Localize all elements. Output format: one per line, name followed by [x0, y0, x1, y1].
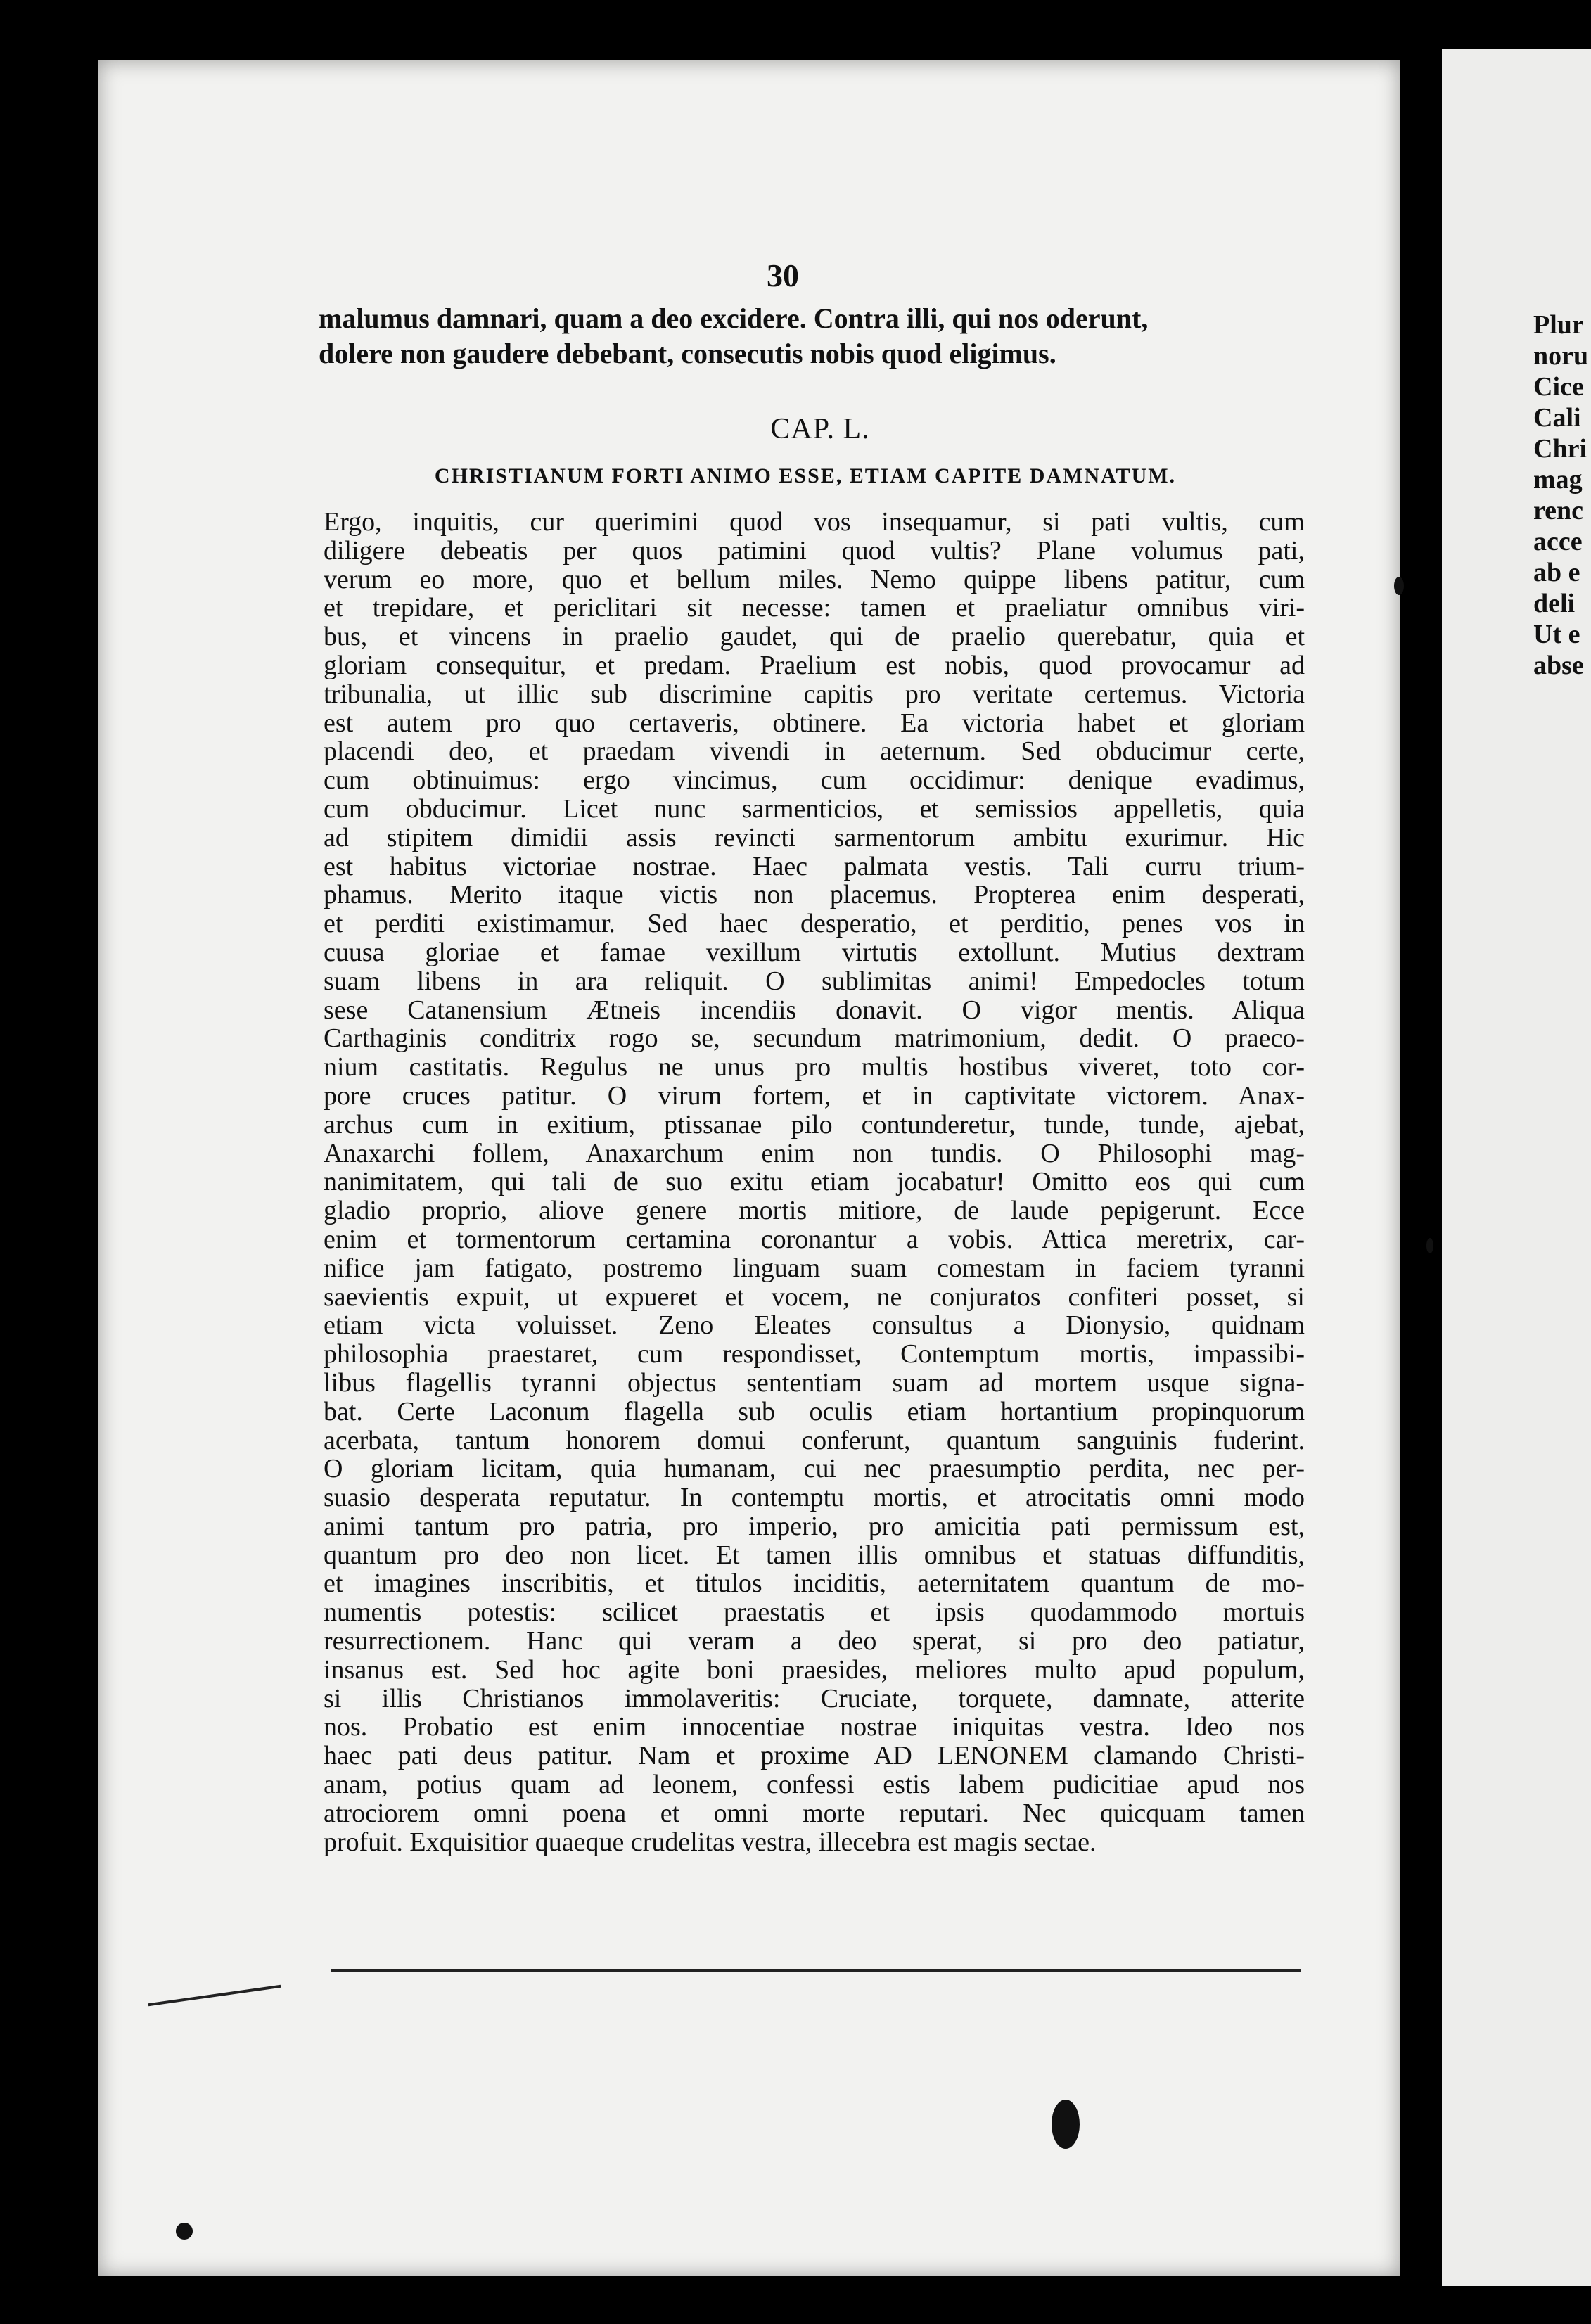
- text-line: enim et tormentorum certamina coronantur a vobis. Attica meretrix, car-: [324, 1225, 1305, 1254]
- text-line: tribunalia, ut illic sub discrimine capitis pro veritate certemus. Victoria: [324, 679, 1305, 709]
- continued-line: dolere non gaudere debebant, consecutis nobis quod eligimus.: [319, 338, 1056, 369]
- ink-speck: [176, 2223, 193, 2240]
- text-line: bus, et vincens in praelio gaudet, qui de praelio querebatur, quia et: [324, 622, 1305, 651]
- text-line: numentis potestis: scilicet praestatis et ipsis quodammodo mortuis: [324, 1598, 1305, 1628]
- text-line: profuit. Exquisitior quaeque crudelitas vestra, illecebra est magis sectae.: [324, 1827, 1097, 1857]
- text-line: Ergo, inquitis, cur querimini quod vos insequamur, si pati vultis, cum: [324, 508, 1305, 537]
- chapter-heading: CHRISTIANUM FORTI ANIMO ESSE, ETIAM CAPITE DAMNATUM.: [434, 464, 1177, 487]
- text-line: pore cruces patitur. O virum fortem, et in captivitate victorem. Anax-: [324, 1081, 1305, 1111]
- film-border-top: [0, 0, 1591, 56]
- adjacent-text-line: mag: [1533, 465, 1583, 494]
- text-line: atrociorem omni poena et omni morte reputari. Nec quicquam tamen: [324, 1799, 1305, 1828]
- adjacent-text-line: deli: [1533, 589, 1576, 618]
- ink-speck: [1426, 1238, 1433, 1253]
- text-line: verum eo more, quo et bellum miles. Nemo quippe libens patitur, cum: [324, 565, 1305, 594]
- adjacent-text-line: Cali: [1533, 403, 1581, 433]
- text-line: sese Catanensium Ætneis incendiis donavit. O vigor mentis. Aliqua: [324, 995, 1305, 1025]
- text-line: est habitus victoriae nostrae. Haec palmata vestis. Tali curru trium-: [324, 852, 1305, 881]
- adjacent-text-line: Chri: [1533, 434, 1587, 464]
- page-number: 30: [767, 257, 799, 293]
- text-line: archus cum in exitium, ptissanae pilo contunderetur, tunde, tunde, ajebat,: [324, 1110, 1305, 1139]
- text-line: phamus. Merito itaque victis non placemus. Propterea enim desperati,: [324, 881, 1305, 910]
- text-line: cum obducimur. Licet nunc sarmenticios, et semissios appelletis, quia: [324, 794, 1305, 824]
- text-line: animi tantum pro patria, pro imperio, pro amicitia pati permissum est,: [324, 1512, 1305, 1541]
- text-line: nifice jam fatigato, postremo linguam suam comestam in faciem tyranni: [324, 1253, 1305, 1283]
- chapter-body: [324, 508, 1305, 1856]
- text-line: saevientis expuit, ut expueret et vocem, ne conjuratos confiteri posset, si: [324, 1282, 1305, 1312]
- text-line: est autem pro quo certaveris, obtinere. Ea victoria habet et gloriam: [324, 708, 1305, 738]
- text-line: resurrectionem. Hanc qui veram a deo sperat, si pro deo patiatur,: [324, 1627, 1305, 1656]
- ink-speck: [1394, 577, 1404, 595]
- adjacent-text-line: Cice: [1533, 372, 1584, 402]
- adjacent-text-line: abse: [1533, 651, 1584, 680]
- text-line: placendi deo, et praedam vivendi in aeternum. Sed obducimur certe,: [324, 737, 1305, 767]
- text-line: si illis Christianos immolaveritis: Cruciate, torquete, damnate, atterite: [324, 1684, 1305, 1713]
- text-line: diligere debeatis per quos patimini quod vultis? Plane volumus pati,: [324, 536, 1305, 566]
- text-line: anam, potius quam ad leonem, confessi estis labem pudicitiae apud nos: [324, 1770, 1305, 1799]
- text-line: suasio desperata reputatur. In contemptu mortis, et atrocitatis omni modo: [324, 1483, 1305, 1512]
- text-line: et imagines inscribitis, et titulos inciditis, aeternitatem quantum de mo-: [324, 1569, 1305, 1599]
- chapter-title: CAP. L.: [770, 413, 870, 445]
- text-line: O gloriam licitam, quia humanam, cui nec praesumptio perdita, nec per-: [324, 1455, 1305, 1484]
- text-line: bat. Certe Laconum flagella sub oculis etiam hortantium propinquorum: [324, 1397, 1305, 1426]
- text-line: gladio proprio, aliove genere mortis mitiore, de laude pepigerunt. Ecce: [324, 1196, 1305, 1225]
- text-line: haec pati deus patitur. Nam et proxime AD LENONEM clamando Christi-: [324, 1742, 1305, 1771]
- text-line: suam libens in ara reliquit. O sublimitas animi! Empedocles totum: [324, 966, 1305, 996]
- text-line: et perditi existimamur. Sed haec desperatio, et perditio, penes vos in: [324, 909, 1305, 938]
- adjacent-text-line: Plur: [1533, 310, 1584, 340]
- text-line: nos. Probatio est enim innocentiae nostrae iniquitas vestra. Ideo nos: [324, 1713, 1305, 1742]
- chapter-title-wrap: [0, 412, 1591, 446]
- text-line: insanus est. Sed hoc agite boni praesides, meliores multo apud populum,: [324, 1655, 1305, 1685]
- adjacent-text-line: ab e: [1533, 558, 1580, 587]
- adjacent-page-text: [1533, 309, 1588, 681]
- continued-paragraph: [319, 301, 1289, 371]
- adjacent-text-line: renc: [1533, 496, 1584, 525]
- text-line: philosophia praestaret, cum respondisset, Contemptum mortis, impassibi-: [324, 1340, 1305, 1369]
- scan-scratch: [331, 1969, 1301, 1972]
- page-gutter: [1400, 56, 1442, 2307]
- adjacent-text-line: noru: [1533, 341, 1589, 371]
- text-line: cuusa gloriae et famae vexillum virtutis extollunt. Mutius dextram: [324, 938, 1305, 967]
- ink-blot: [1052, 2100, 1080, 2149]
- text-line: quantum pro deo non licet. Et tamen illis omnibus et statuas diffunditis,: [324, 1540, 1305, 1570]
- text-line: etiam victa voluisset. Zeno Eleates consultus a Dionysio, quidnam: [324, 1311, 1305, 1341]
- text-line: et trepidare, et periclitari sit necesse: tamen et praeliatur omnibus viri-: [324, 594, 1305, 623]
- continued-line: malumus damnari, quam a deo excidere. Contra illi, qui nos oderunt,: [319, 302, 1149, 334]
- text-line: ad stipitem dimidii assis revincti sarmentorum ambitu exurimur. Hic: [324, 823, 1305, 853]
- text-line: cum obtinuimus: ergo vincimus, cum occidimur: denique evadimus,: [324, 766, 1305, 795]
- adjacent-text-line: acce: [1533, 527, 1583, 556]
- adjacent-text-line: Ut e: [1533, 620, 1580, 649]
- text-line: nanimitatem, qui tali de suo exitu etiam jocabatur! Omitto eos qui cum: [324, 1168, 1305, 1197]
- text-line: acerbata, tantum honorem domui conferunt, quantum sanguinis fuderint.: [324, 1426, 1305, 1455]
- text-line: gloriam consequitur, et predam. Praelium est nobis, quod provocamur ad: [324, 651, 1305, 680]
- text-line: Carthaginis conditrix rogo se, secundum matrimonium, dedit. O praeco-: [324, 1024, 1305, 1054]
- text-line: Anaxarchi follem, Anaxarchum enim non tundis. O Philosophi mag-: [324, 1139, 1305, 1168]
- text-line: nium castitatis. Regulus ne unus pro multis hostibus viveret, toto cor-: [324, 1053, 1305, 1082]
- text-line: libus flagellis tyranni objectus sententiam suam ad mortem usque signa-: [324, 1368, 1305, 1398]
